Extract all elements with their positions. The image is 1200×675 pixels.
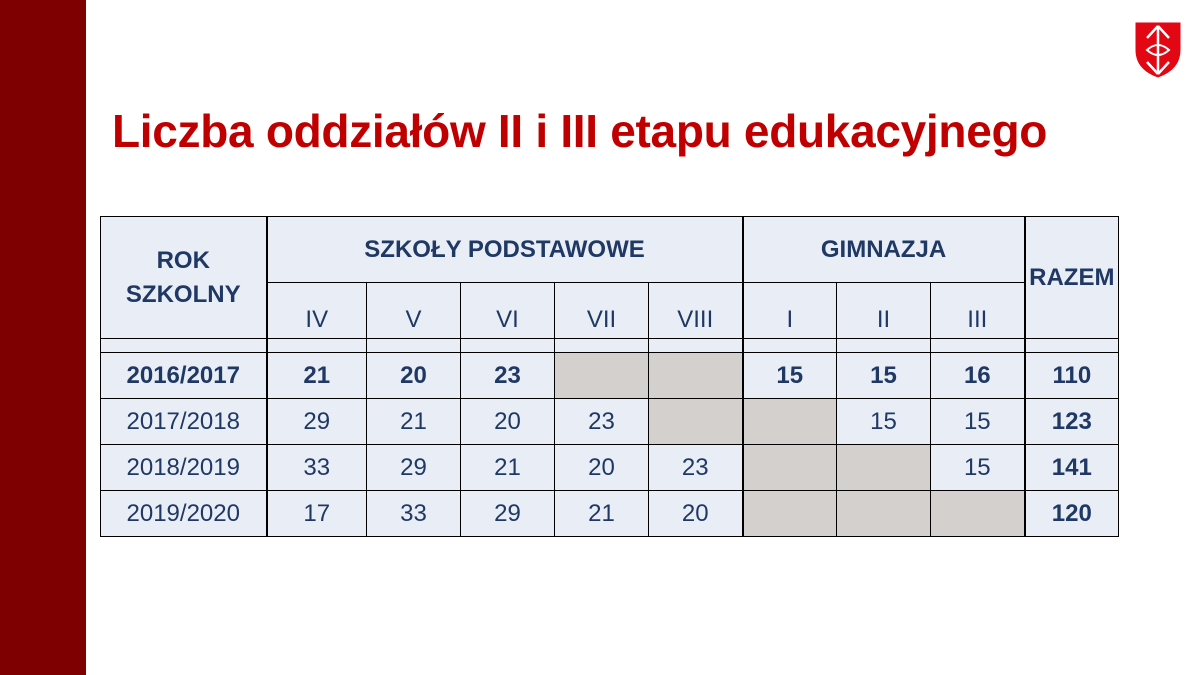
cell-primary-vii: 23 <box>555 399 649 445</box>
cell-gimnazja-iii: 15 <box>931 445 1025 491</box>
cell-total: 120 <box>1025 491 1119 537</box>
cell-gimnazja-i: 15 <box>743 353 837 399</box>
header-grade-v: V <box>367 283 461 339</box>
cell-total: 123 <box>1025 399 1119 445</box>
cell-gimnazja-ii: 15 <box>837 353 931 399</box>
cell-school-year: 2017/2018 <box>101 399 267 445</box>
header-total: RAZEM <box>1025 217 1119 339</box>
header-gim-grade-i: I <box>743 283 837 339</box>
cell-gimnazja-ii <box>837 445 931 491</box>
cell-primary-v: 29 <box>367 445 461 491</box>
cell-gimnazja-i <box>743 445 837 491</box>
cell-primary-vii: 20 <box>555 445 649 491</box>
cell-primary-vi: 23 <box>461 353 555 399</box>
cell-primary-v: 20 <box>367 353 461 399</box>
table-row <box>101 353 1119 399</box>
cell-gimnazja-iii: 16 <box>931 353 1025 399</box>
cell-gimnazja-i <box>743 491 837 537</box>
table-row <box>101 445 1119 491</box>
cell-primary-iv: 17 <box>267 491 367 537</box>
cell-primary-vi: 20 <box>461 399 555 445</box>
cell-gimnazja-iii <box>931 491 1025 537</box>
table-row <box>101 491 1119 537</box>
classes-count-table <box>100 216 1119 537</box>
cell-primary-vii <box>555 353 649 399</box>
header-school-year <box>101 217 267 339</box>
header-gim-grade-ii: II <box>837 283 931 339</box>
cell-school-year: 2018/2019 <box>101 445 267 491</box>
header-gimnazja: GIMNAZJA <box>743 217 1025 283</box>
cell-gimnazja-iii: 15 <box>931 399 1025 445</box>
header-grade-vi: VI <box>461 283 555 339</box>
city-coat-of-arms-icon <box>1133 20 1183 80</box>
cell-school-year: 2019/2020 <box>101 491 267 537</box>
cell-primary-viii <box>649 399 743 445</box>
header-gim-grade-iii: III <box>931 283 1025 339</box>
cell-primary-iv: 21 <box>267 353 367 399</box>
header-grade-vii: VII <box>555 283 649 339</box>
cell-primary-vi: 21 <box>461 445 555 491</box>
header-spacer-row <box>101 339 1119 353</box>
cell-primary-vii: 21 <box>555 491 649 537</box>
cell-primary-viii <box>649 353 743 399</box>
cell-primary-iv: 29 <box>267 399 367 445</box>
cell-gimnazja-i <box>743 399 837 445</box>
cell-gimnazja-ii: 15 <box>837 399 931 445</box>
header-grade-iv: IV <box>267 283 367 339</box>
cell-primary-iv: 33 <box>267 445 367 491</box>
cell-school-year: 2016/2017 <box>101 353 267 399</box>
cell-total: 141 <box>1025 445 1119 491</box>
header-primary-schools: SZKOŁY PODSTAWOWE <box>267 217 743 283</box>
cell-primary-viii: 23 <box>649 445 743 491</box>
header-grade-viii: VIII <box>649 283 743 339</box>
cell-gimnazja-ii <box>837 491 931 537</box>
table-row <box>101 399 1119 445</box>
header-school-year-label: ROK SZKOLNY <box>125 246 241 308</box>
cell-total: 110 <box>1025 353 1119 399</box>
cell-primary-viii: 20 <box>649 491 743 537</box>
page-title: Liczba oddziałów II i III etapu edukacyjnego <box>112 105 1048 157</box>
cell-primary-v: 21 <box>367 399 461 445</box>
left-accent-bar <box>0 0 86 675</box>
cell-primary-v: 33 <box>367 491 461 537</box>
cell-primary-vi: 29 <box>461 491 555 537</box>
